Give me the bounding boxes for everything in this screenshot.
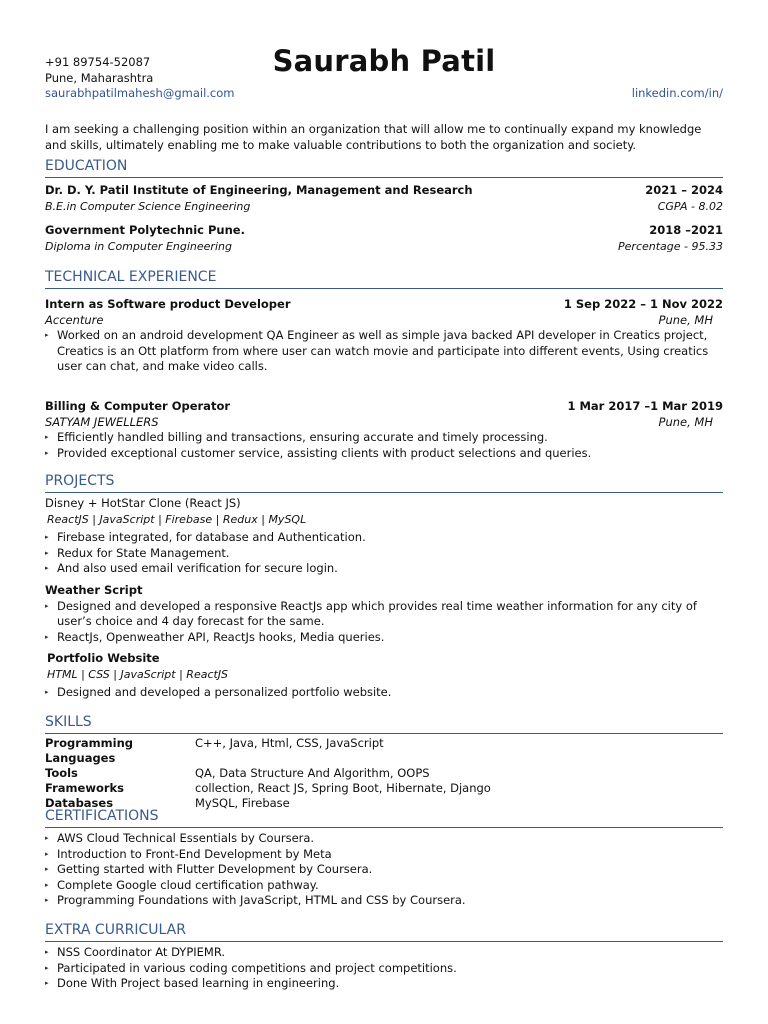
list-item: ▸ Worked on an android development QA Engineer as well as simple java backed API developer in Creatics project, Creatics is an Ott platform from where user can watch movie and participate into different events, Using creatics user can chat, and make video calls. [45,328,723,375]
list-item: ▸ Programming Foundations with JavaScript, HTML and CSS by Coursera. [45,893,723,909]
exp-location: Pune, MH [658,414,713,429]
project-item [45,651,723,701]
exp-dates: 1 Mar 2017 –1 Mar 2019 [567,399,723,413]
list-item: ▸ NSS Coordinator At DYPIEMR. [45,945,723,961]
list-item: ▸ Designed and developed a responsive ReactJs app which provides real time weather information for any city of user’s choice and 4 day forecast for the same. [45,599,723,630]
list-item: ▸ Redux for State Management. [45,546,723,562]
list-item: ▸ Provided exceptional customer service, assisting clients with product selections and queries. [45,446,723,462]
skills-table [45,736,723,811]
project-name: Disney + HotStar Clone (React JS) [45,496,241,510]
exp-dates: 1 Sep 2022 – 1 Nov 2022 [563,297,723,311]
role: Intern as Software product Developer [45,297,291,311]
degree: Diploma in Computer Engineering [45,239,232,253]
section-title-skills: SKILLS [45,714,723,734]
candidate-name: Saurabh Patil [272,44,496,78]
list-item: ▸ AWS Cloud Technical Essentials by Coursera. [45,831,723,847]
linkedin-link[interactable]: linkedin.com/in/ [631,86,723,100]
skill-key: Frameworks [45,781,125,795]
list-item: ▸ Participated in various coding competitions and project competitions. [45,961,723,977]
project-name: Portfolio Website [47,651,160,665]
section-title-projects: PROJECTS [45,473,723,493]
summary: I am seeking a challenging position within an organization that will allow me to continually expand my knowledge and skills, ultimately enabling me to make valuable contributions to both the organization and society. [45,122,702,152]
company: Accenture [45,312,104,327]
skill-value: MySQL, Firebase [195,796,290,810]
list-item: ▸ Designed and developed a personalized portfolio website. [45,685,723,701]
contact-info [45,55,235,102]
section-title-education: EDUCATION [45,158,723,178]
section-title-extra-curricular: EXTRA CURRICULAR [45,922,723,942]
list-item: ▸ Firebase integrated, for database and Authentication. [45,530,723,546]
school-name: Dr. D. Y. Patil Institute of Engineering, Management and Research [45,183,473,197]
school-name: Government Polytechnic Pune. [45,223,245,237]
degree: B.E.in Computer Science Engineering [45,199,251,213]
section-title-experience: TECHNICAL EXPERIENCE [45,269,723,289]
education-item [45,183,723,214]
experience-item [45,399,723,461]
project-item [45,496,723,577]
list-item: ▸ Done With Project based learning in engineering. [45,976,723,992]
list-item: ▸ And also used email verification for secure login. [45,561,723,577]
skill-value: collection, React JS, Spring Boot, Hibernate, Django [195,781,491,795]
phone: +91 89754-52087 [45,55,151,69]
project-name: Weather Script [45,583,143,597]
list-item: ▸ Getting started with Flutter Development by Coursera. [45,862,723,878]
skill-key: Programming Languages [45,736,133,765]
score: CGPA - 8.02 [657,199,723,213]
skill-value: C++, Java, Html, CSS, JavaScript [195,736,384,750]
edu-dates: 2021 – 2024 [645,183,723,197]
company: SATYAM JEWELLERS [45,414,159,429]
project-tech: ReactJS | JavaScript | Firebase | Redux | MySQL [47,512,307,526]
email-link[interactable]: saurabhpatilmahesh@gmail.com [45,86,235,100]
exp-location: Pune, MH [658,312,713,327]
list-item: ▸ ReactJs, Openweather API, ReactJs hooks, Media queries. [45,630,723,646]
location: Pune, Maharashtra [45,70,154,85]
certifications-list [45,831,723,909]
section-title-certifications: CERTIFICATIONS [45,808,723,828]
list-item: ▸ Introduction to Front-End Development by Meta [45,847,723,863]
project-tech: HTML | CSS | JavaScript | ReactJS [47,667,229,681]
skill-key: Databases [45,796,114,810]
project-item [45,583,723,645]
role: Billing & Computer Operator [45,399,231,413]
list-item: ▸ Efficiently handled billing and transactions, ensuring accurate and timely processing. [45,430,723,446]
score: Percentage - 95.33 [618,239,723,253]
skill-key: Tools [45,766,78,780]
list-item: ▸ Complete Google cloud certification pathway. [45,878,723,894]
experience-item [45,297,723,375]
education-item [45,223,723,254]
extra-curricular-list [45,945,723,992]
skill-value: QA, Data Structure And Algorithm, OOPS [195,766,430,780]
edu-dates: 2018 –2021 [649,223,723,237]
